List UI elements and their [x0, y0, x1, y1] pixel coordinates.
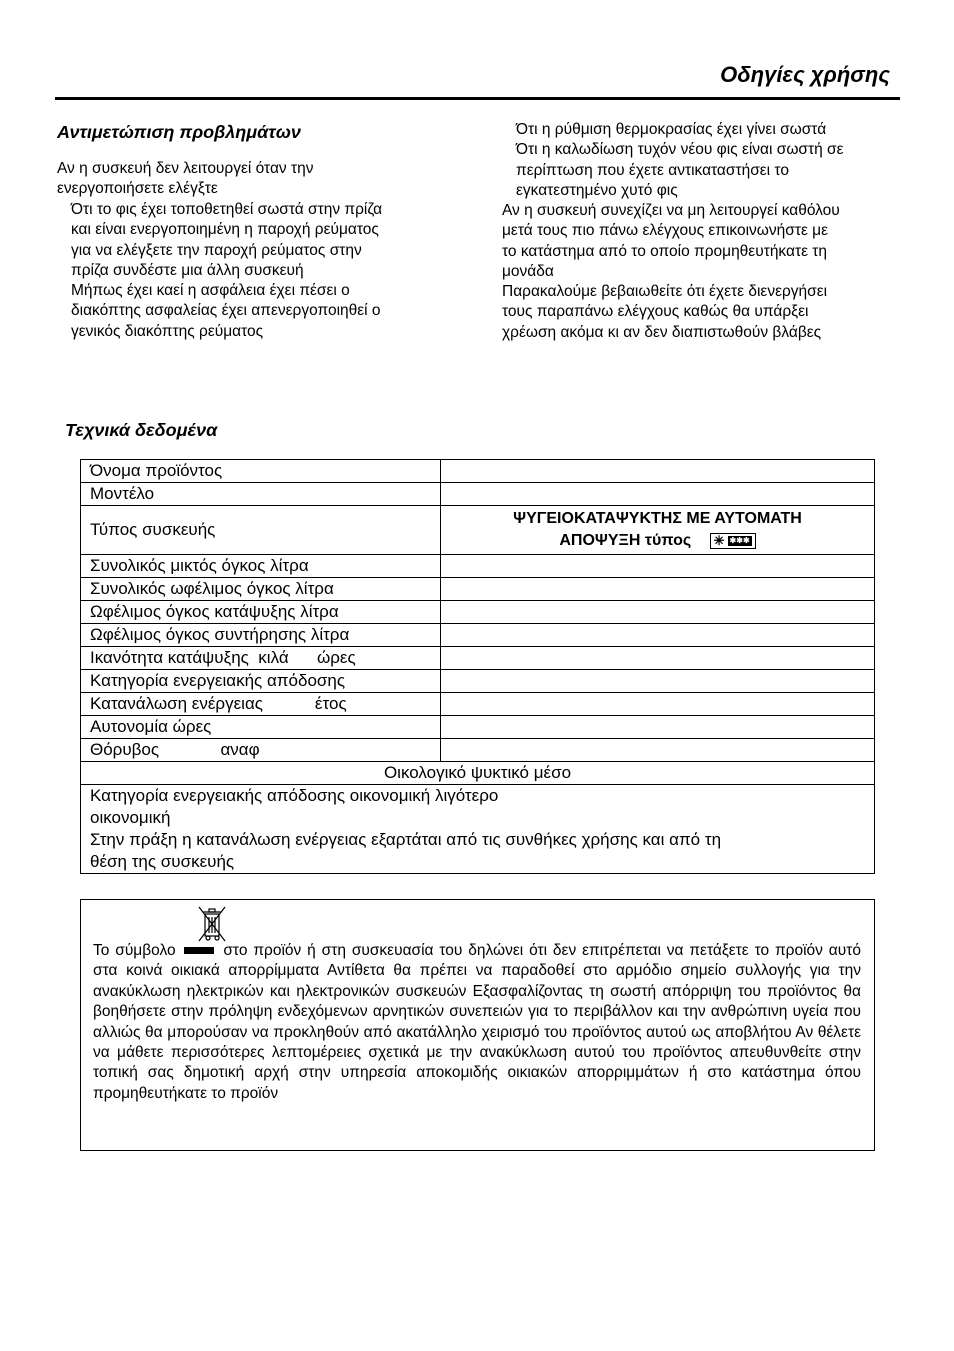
spec-label: Συνολικός μικτός όγκος λίτρα: [81, 555, 441, 578]
appliance-type-line1: ΨΥΓΕΙΟΚΑΤΑΨΥΚΤΗΣ ΜΕ ΑΥΤΟΜΑΤΗ: [513, 510, 802, 527]
appliance-type-value: [441, 506, 875, 555]
table-row: [81, 506, 875, 555]
spec-value: [441, 647, 875, 670]
disposal-text-before: Το σύμβολο: [93, 942, 176, 959]
table-row: [81, 716, 875, 739]
disposal-text-after: στο προϊόν ή στη συσκευασία του δηλώνει ότι δεν επιτρέπεται να πετάξετε το προϊόν αυτό στα κοινά οικιακά απορρίμματα Αντίθετα θα πρέπει να παραδοθεί στο αρμόδιο σημείο συλλογής για την ανακύκλωση ηλεκτρικών και ηλεκτρονικών συσκευών Εξασφαλίζοντας τη σωστή απόρριψη του προϊόντος θα βοηθήσετε στην πρόληψη ενδεχόμενων αρνητικών συνεπειών για το περιβάλλον και την ανθρώπινη υγεία που αλλιώς θα μπορούσαν να προκληθούν από ακατάλληλο χειρισμό του προϊόντος αυτού ως αποβλήτου Αν θέλετε να μάθετε περισσότερες λεπτομέρειες σχετικά με την ανακύκλωση αυτού του προϊόντος απευθυνθείτε στην τοπική σας δημοτική αρχή στην υπηρεσία αποκομιδής οικιακών απορριμμάτων ή στο κατάστημα όπου προμηθευτήκατε το προϊόν: [93, 942, 861, 1102]
disposal-notice-text: [93, 941, 861, 1104]
header-divider: [55, 97, 900, 100]
spec-value: [441, 555, 875, 578]
spec-value: [441, 693, 875, 716]
spec-label: Θόρυβος αναφ: [81, 739, 441, 762]
table-row: [81, 670, 875, 693]
page-title: Οδηγίες χρήσης: [720, 62, 890, 87]
spec-label: Ικανότητα κατάψυξης κιλά ώρες: [81, 647, 441, 670]
spec-label: Ωφέλιμος όγκος συντήρησης λίτρα: [81, 624, 441, 647]
spec-label: Ωφέλιμος όγκος κατάψυξης λίτρα: [81, 601, 441, 624]
tech-data-table: [80, 459, 875, 874]
spec-label: Τύπος συσκευής: [81, 506, 441, 555]
spec-value: [441, 670, 875, 693]
table-row: [81, 555, 875, 578]
spec-label: Κατηγορία ενεργειακής απόδοσης: [81, 670, 441, 693]
spec-label: Μοντέλο: [81, 483, 441, 506]
table-row: [81, 762, 875, 785]
troubleshooting-title: Αντιμετώπιση προβλημάτων: [57, 122, 301, 142]
table-row: [81, 739, 875, 762]
table-row: [81, 601, 875, 624]
spec-value: [441, 483, 875, 506]
spec-value: [441, 578, 875, 601]
table-row: [81, 647, 875, 670]
three-star-icon: ✱✱✱: [729, 536, 750, 546]
spec-label: Συνολικός ωφέλιμος όγκος λίτρα: [81, 578, 441, 601]
energy-note: Κατηγορία ενεργειακής απόδοσης οικονομική λιγότερο οικονομική Στην πράξη η κατανάλωση ενέργειας εξαρτάται από τις συνθήκες χρήσης και από τη θέση της συσκευής: [81, 785, 875, 874]
troubleshooting-followup: Αν η συσκευή συνεχίζει να μη λειτουργεί καθόλου μετά τους πιο πάνω ελέγχους επικοινωνήστε με το κατάστημα από το οποίο προμηθευτήκατε τη μονάδα Παρακαλούμε βεβαιωθείτε ότι έχετε διενεργήσει τους παραπάνω ελέγχους καθώς θα υπάρξει χρέωση ακόμα κι αν δεν διαπιστωθούν βλάβες: [502, 202, 840, 341]
troubleshooting-left-checks: Ότι το φις έχει τοποθετηθεί σωστά στην πρίζα και είναι ενεργοποιημένη η παροχή ρεύματος για να ελέγξετε την παροχή ρεύματος στην πρίζα συνδέστε μια άλλη συσκευή Μήπως έχει καεί η ασφάλεια έχει πέσει ο διακόπτης ασφαλείας έχει απενεργοποιηθεί ο γενικός διακόπτης ρεύματος: [71, 201, 383, 340]
table-row: [81, 693, 875, 716]
table-row: [81, 460, 875, 483]
spec-value: [441, 624, 875, 647]
refrigerant-label: Οικολογικό ψυκτικό μέσο: [81, 762, 875, 785]
spec-label: Αυτονομία ώρες: [81, 716, 441, 739]
table-row: [81, 483, 875, 506]
freezer-star-icon: ✳: [713, 532, 725, 548]
table-row: [81, 624, 875, 647]
table-row: [81, 578, 875, 601]
appliance-type-line2: ΑΠΟΨΥΞΗ τύπος: [559, 532, 692, 549]
troubleshooting-intro: Αν η συσκευή δεν λειτουργεί όταν την ενεργοποιήσετε ελέγξτε: [57, 160, 314, 198]
spec-value: [441, 460, 875, 483]
crossed-bin-icon: [196, 904, 228, 944]
bin-underline-bar: [184, 947, 214, 954]
spec-label: Όνομα προϊόντος: [81, 460, 441, 483]
spec-value: [441, 601, 875, 624]
tech-data-title: Τεχνικά δεδομένα: [65, 420, 218, 440]
spec-label: Κατανάλωση ενέργειας έτος: [81, 693, 441, 716]
star-rating-icon: [710, 533, 756, 549]
spec-value: [441, 739, 875, 762]
troubleshooting-right-checks: Ότι η ρύθμιση θερμοκρασίας έχει γίνει σωστά Ότι η καλωδίωση τυχόν νέου φις είναι σωστή σε περίπτωση που έχετε αντικαταστήσει το εγκατεστημένο χυτό φις: [516, 121, 844, 199]
spec-value: [441, 716, 875, 739]
table-row: [81, 785, 875, 874]
